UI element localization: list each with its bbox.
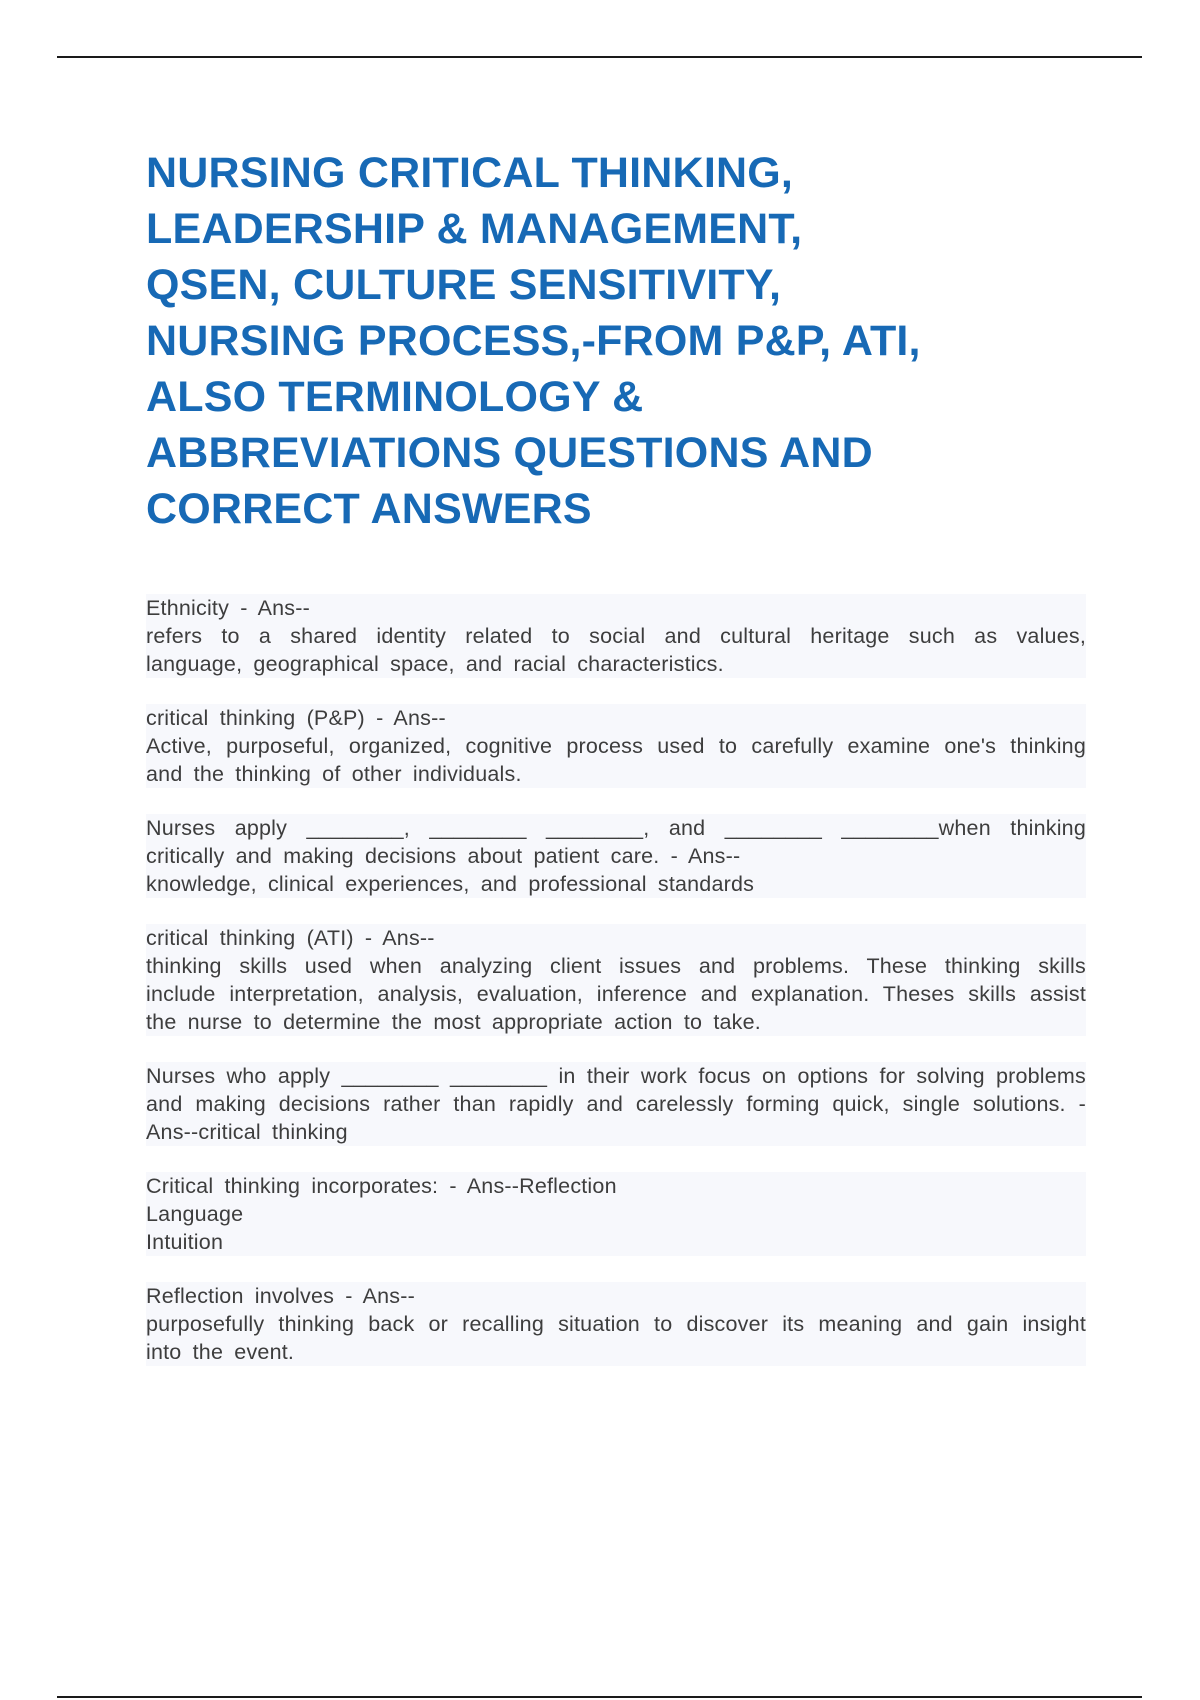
question-text: Nurses apply ________, ________ ________, and ________ ________when thinking critically and making decisions about patient care. - Ans-- xyxy=(146,816,1086,868)
question-text: critical thinking (ATI) - Ans-- xyxy=(146,924,1086,952)
answer-text: Active, purposeful, organized, cognitive process used to carefully examine one's thinking and the thinking of other individuals. xyxy=(146,734,1086,786)
answer-text: purposefully thinking back or recalling situation to discover its meaning and gain insight into the event. xyxy=(146,1312,1086,1364)
title-line: CORRECT ANSWERS xyxy=(146,485,592,533)
title-line: QSEN, CULTURE SENSITIVITY, xyxy=(146,261,782,309)
document-title xyxy=(146,145,1086,537)
question-text: critical thinking (P&P) - Ans-- xyxy=(146,704,1086,732)
question-text: Reflection involves - Ans-- xyxy=(146,1282,1086,1310)
header-rule xyxy=(57,56,1142,58)
answer-text: thinking skills used when analyzing client issues and problems. These thinking skills include interpretation, analysis, evaluation, inference and explanation. Theses skills assist the nurse to determine the most appropriate action to take. xyxy=(146,954,1086,1034)
qa-item-nurses-apply xyxy=(146,814,1086,898)
title-line: ABBREVIATIONS QUESTIONS AND xyxy=(146,429,873,477)
answer-text: knowledge, clinical experiences, and professional standards xyxy=(146,870,1086,898)
document-body xyxy=(146,145,1086,1392)
answer-line: Language xyxy=(146,1200,1086,1228)
qa-item-ethnicity xyxy=(146,594,1086,678)
title-line: NURSING CRITICAL THINKING, xyxy=(146,149,794,197)
qa-item-reflection xyxy=(146,1282,1086,1366)
qa-item-critical-thinking-ati xyxy=(146,924,1086,1036)
qa-item-critical-thinking-incorporates xyxy=(146,1172,1086,1256)
answer-text: refers to a shared identity related to social and cultural heritage such as values, language, geographical space, and racial characteristics. xyxy=(146,624,1086,676)
question-text: Ethnicity - Ans-- xyxy=(146,594,1086,622)
footer-rule xyxy=(57,1696,1142,1698)
title-line: NURSING PROCESS,-FROM P&P, ATI, xyxy=(146,317,921,365)
answer-line: Intuition xyxy=(146,1228,1086,1256)
title-line: ALSO TERMINOLOGY & xyxy=(146,373,644,421)
title-line: LEADERSHIP & MANAGEMENT, xyxy=(146,205,803,253)
question-text: Critical thinking incorporates: - Ans--Reflection xyxy=(146,1172,1086,1200)
qa-list xyxy=(146,594,1086,1366)
qa-item-critical-thinking-pp xyxy=(146,704,1086,788)
question-text: Nurses who apply ________ ________ in their work focus on options for solving problems and making decisions rather than rapidly and carelessly forming quick, single solutions. - Ans--critical thinking xyxy=(146,1064,1086,1144)
qa-item-nurses-who-apply xyxy=(146,1062,1086,1146)
